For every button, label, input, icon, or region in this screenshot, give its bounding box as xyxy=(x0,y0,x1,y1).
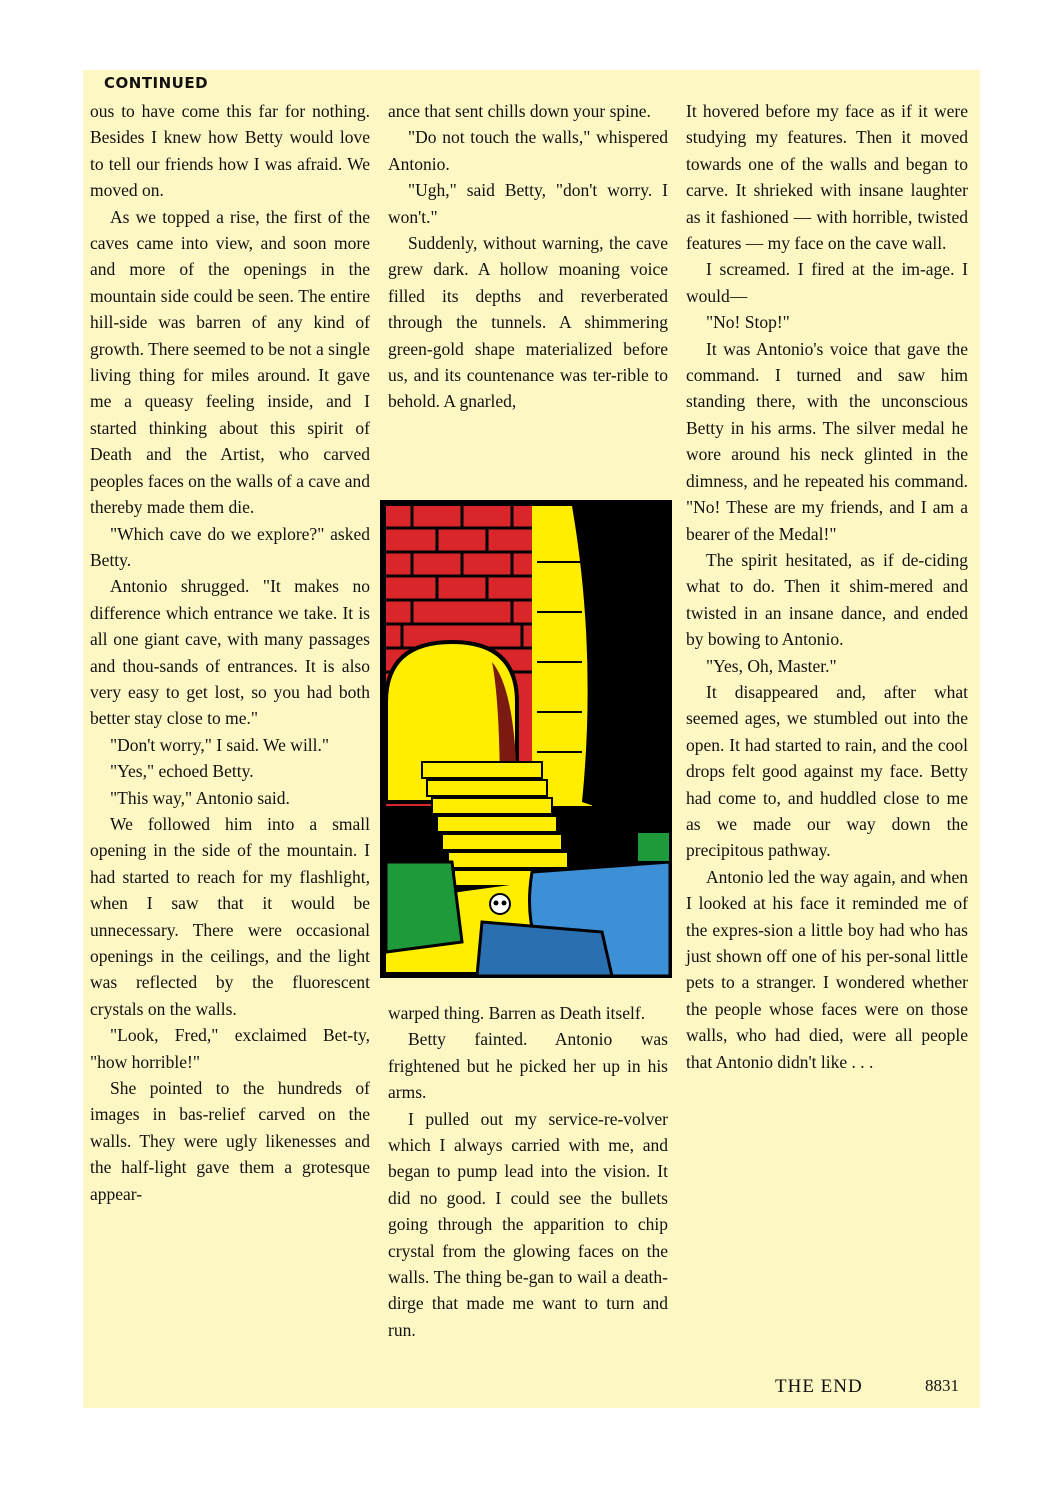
paragraph: "Do not touch the walls," whispered Antonio. xyxy=(388,127,668,174)
paragraph: "Which cave do we explore?" asked Betty. xyxy=(90,523,370,570)
paragraph: Antonio shrugged. "It makes no difference which entrance we take. It is all one giant cave, with many passages and thou-sands of entrances. It is also very easy to get lost, so you had both better stay close to me." xyxy=(90,576,370,729)
paragraph: "This way," Antonio said. xyxy=(110,787,290,808)
paragraph: I pulled out my service-re-volver which I always carried with me, and began to pump lead into the vision. It did no good. I could see the bullets going through the apparition to chip crystal from the glowing faces on the walls. The thing be-gan to wail a death-dirge that made me want to turn and run. xyxy=(388,1108,668,1340)
paragraph: Betty fainted. Antonio was frightened but he picked her up in his arms. xyxy=(388,1029,668,1103)
paragraph: I screamed. I fired at the im-age. I would— xyxy=(686,259,968,306)
continued-label: CONTINUED xyxy=(104,74,209,92)
paragraph: ance that sent chills down your spine. xyxy=(388,101,651,121)
paragraph: She pointed to the hundreds of images in bas-relief carved on the walls. They were ugly likenesses and the half-light gave them a grotesque appear- xyxy=(90,1078,370,1204)
paragraph: It hovered before my face as if it were studying my features. Then it moved towards one of the walls and began to carve. It shrieked with insane laughter as it fashioned — with horrible, twisted features — my face on the cave wall. xyxy=(686,101,968,254)
story-page xyxy=(83,70,980,1408)
text-column-1 xyxy=(90,98,370,1207)
paragraph: warped thing. Barren as Death itself. xyxy=(388,1003,646,1023)
paragraph: It was Antonio's voice that gave the command. I turned and saw him standing there, with the unconscious Betty in his arms. The silver medal he wore around his neck glinted in the dimness, and he repeated his command. "No! These are my friends, and I am a bearer of the Medal!" xyxy=(686,338,968,544)
paragraph: We followed him into a small opening in the side of the mountain. I had started to reach for my flashlight, when I saw that it would be unnecessary. There were occasional openings in the ceilings, and the light was reflected by the fluorescent crystals on the walls. xyxy=(90,813,370,1019)
paragraph: It disappeared and, after what seemed ages, we stumbled out into the open. It had started to rain, and the cool drops felt good against my face. Betty had come to, and huddled close to me as we made our way down the precipitous pathway. xyxy=(686,681,968,861)
paragraph: ous to have come this far for nothing. Besides I knew how Betty would love to tell our friends how I was afraid. We moved on. xyxy=(90,101,370,201)
text-column-2-bottom xyxy=(388,1000,668,1343)
text-column-2-top xyxy=(388,98,668,415)
paragraph: "Don't worry," I said. We will." xyxy=(110,734,330,755)
the-end-label: THE END xyxy=(775,1376,863,1397)
paragraph: "Yes," echoed Betty. xyxy=(110,761,254,782)
paragraph: "Look, Fred," exclaimed Bet-ty, "how horrible!" xyxy=(90,1025,370,1072)
paragraph: Suddenly, without warning, the cave grew dark. A hollow moaning voice filled its depths and reverberated through the tunnels. A shimmering green-gold shape materialized before us, and its countenance was ter-rible to behold. A gnarled, xyxy=(388,233,668,412)
paragraph: Antonio led the way again, and when I looked at his face it reminded me of the expres-sion a little boy had who has just shown off one of his per-sonal little pets to a stranger. I wondered whether the people whose faces were on those walls, who had died, were all people that Antonio didn't like . . . xyxy=(686,866,968,1072)
paragraph: The spirit hesitated, as if de-ciding what to do. Then it shim-mered and twisted in an insane dance, and ended by bowing to Antonio. xyxy=(686,549,968,650)
story-number: 8831 xyxy=(925,1376,959,1395)
paragraph: As we topped a rise, the first of the caves came into view, and soon more and more of the openings in the mountain side could be seen. The entire hill-side was barren of any kind of growth. There seemed to be not a single living thing for miles around. It gave me a queasy feeling inside, and I started thinking about this spirit of Death and the Artist, who carved peoples faces on the walls of a cave and thereby made them die. xyxy=(90,206,370,518)
paragraph: "Yes, Oh, Master." xyxy=(706,655,837,676)
paragraph: "Ugh," said Betty, "don't worry. I won't." xyxy=(388,180,668,227)
paragraph: "No! Stop!" xyxy=(706,312,790,333)
comic-panel-illustration xyxy=(380,500,672,978)
cave-stairs-illustration xyxy=(382,502,670,976)
text-column-3 xyxy=(686,98,968,1075)
